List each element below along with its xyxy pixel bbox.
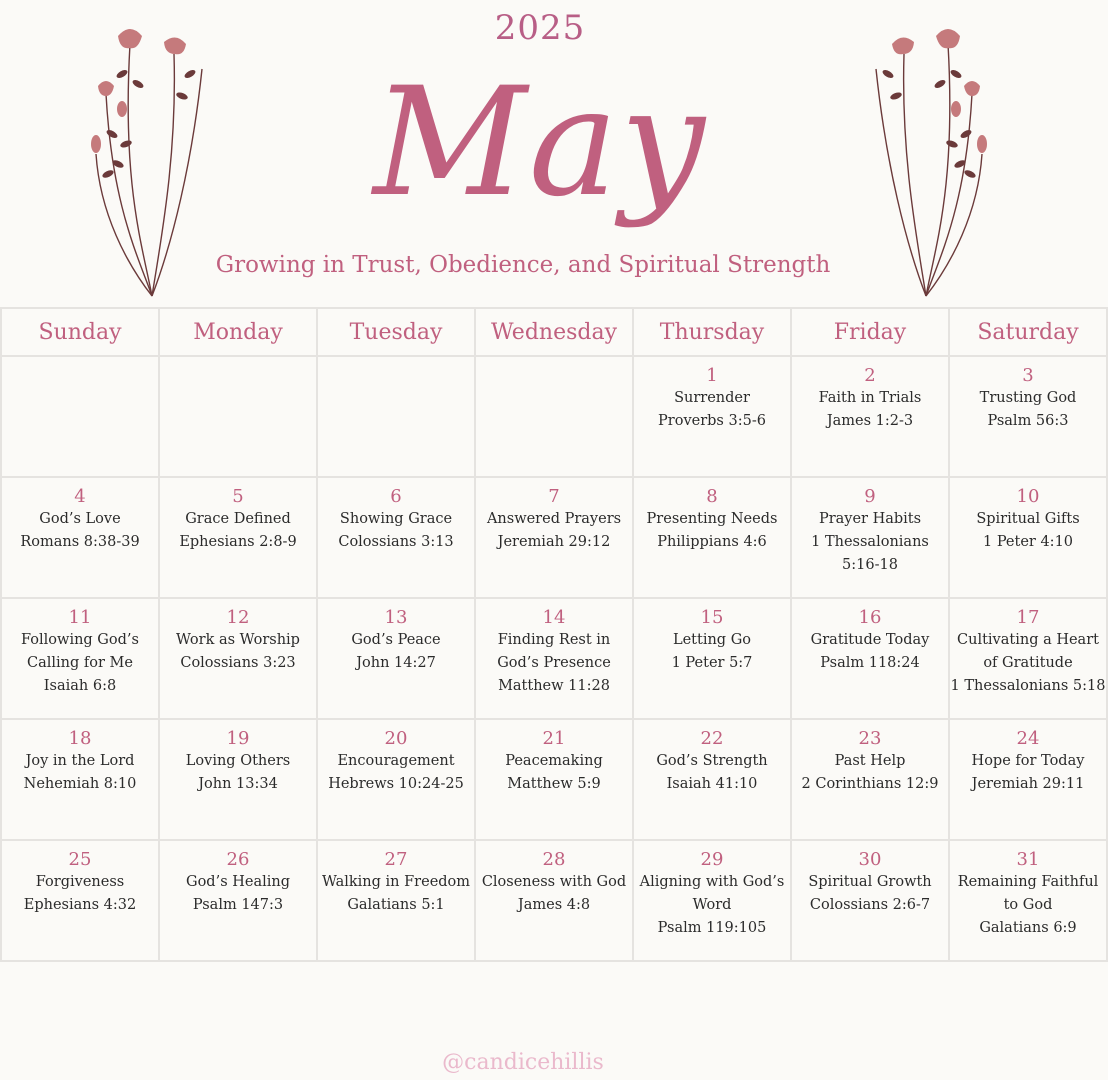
scripture-reference: Nehemiah 8:10 — [23, 776, 137, 792]
day-number: 29 — [700, 849, 724, 870]
day-cell-content — [160, 478, 316, 554]
scripture-reference: James 1:2-3 — [826, 413, 914, 429]
day-theme: God’s Love — [39, 511, 121, 527]
calendar-body — [1, 356, 1107, 961]
day-theme: Closeness with God — [481, 874, 627, 890]
day-cell — [475, 356, 633, 477]
day-cell-content — [160, 599, 316, 675]
author-handle: @candicehillis — [442, 1050, 604, 1075]
day-cell — [791, 598, 949, 719]
day-cell — [949, 477, 1107, 598]
day-cell — [159, 356, 317, 477]
day-cell-content — [476, 357, 632, 365]
day-number: 13 — [384, 607, 408, 628]
day-number: 23 — [858, 728, 882, 749]
day-cell — [949, 719, 1107, 840]
weekday-friday: Friday — [791, 308, 949, 356]
scripture-reference: Isaiah 41:10 — [666, 776, 758, 792]
day-cell — [791, 719, 949, 840]
scripture-reference: Jeremiah 29:11 — [971, 776, 1085, 792]
month-title: May — [373, 56, 707, 230]
day-cell — [475, 598, 633, 719]
day-number: 5 — [232, 486, 244, 507]
day-cell-content — [950, 720, 1106, 796]
weekday-tuesday: Tuesday — [317, 308, 475, 356]
day-number: 4 — [74, 486, 86, 507]
day-cell — [317, 719, 475, 840]
weekday-saturday: Saturday — [949, 308, 1107, 356]
scripture-reference: James 4:8 — [517, 897, 591, 913]
week-row — [1, 356, 1107, 477]
day-theme: Gratitude Today — [810, 632, 930, 648]
week-row — [1, 719, 1107, 840]
day-cell-content — [634, 478, 790, 554]
day-cell — [1, 356, 159, 477]
day-theme: Showing Grace — [339, 511, 453, 527]
day-cell — [317, 356, 475, 477]
day-number: 9 — [864, 486, 876, 507]
day-theme: Joy in the Lord — [25, 753, 135, 769]
weekday-thursday: Thursday — [633, 308, 791, 356]
day-number: 11 — [68, 607, 92, 628]
day-cell-content — [476, 720, 632, 796]
day-cell — [159, 719, 317, 840]
subtitle: Growing in Trust, Obedience, and Spiritual Strength — [215, 252, 831, 278]
day-cell — [1, 719, 159, 840]
day-number: 30 — [858, 849, 882, 870]
day-number: 19 — [226, 728, 250, 749]
day-theme: Encouragement — [337, 753, 455, 769]
scripture-reference: Psalm 118:24 — [820, 655, 920, 671]
calendar-grid — [0, 307, 1108, 962]
day-cell-content — [476, 841, 632, 917]
day-number: 10 — [1016, 486, 1040, 507]
day-theme: Remaining Faithful to God — [957, 874, 1099, 913]
day-number: 31 — [1016, 849, 1040, 870]
day-number: 22 — [700, 728, 724, 749]
day-cell — [159, 598, 317, 719]
day-theme: Surrender — [674, 390, 750, 406]
scripture-reference: Romans 8:38-39 — [20, 534, 140, 550]
day-cell-content — [792, 720, 948, 796]
day-number: 15 — [700, 607, 724, 628]
day-cell — [475, 477, 633, 598]
day-cell-content — [2, 720, 158, 796]
day-theme: Spiritual Growth — [808, 874, 932, 890]
day-number: 2 — [864, 365, 876, 386]
day-cell — [791, 477, 949, 598]
day-cell-content — [2, 841, 158, 917]
day-theme: Grace Defined — [185, 511, 291, 527]
scripture-reference: John 13:34 — [198, 776, 278, 792]
day-theme: Hope for Today — [971, 753, 1085, 769]
day-number: 1 — [706, 365, 718, 386]
day-theme: Letting Go — [672, 632, 752, 648]
day-cell-content — [792, 357, 948, 433]
day-cell-content — [318, 599, 474, 675]
day-theme: Prayer Habits — [818, 511, 922, 527]
week-row — [1, 840, 1107, 961]
day-cell-content — [792, 478, 948, 577]
weekday-header-row — [1, 308, 1107, 356]
scripture-reference: 1 Peter 5:7 — [671, 655, 753, 671]
day-theme: Answered Prayers — [486, 511, 622, 527]
scripture-reference: Ephesians 4:32 — [23, 897, 137, 913]
day-cell-content — [950, 357, 1106, 433]
week-row — [1, 477, 1107, 598]
day-theme: God’s Healing — [185, 874, 291, 890]
day-theme: Trusting God — [979, 390, 1077, 406]
day-cell — [633, 719, 791, 840]
week-row — [1, 598, 1107, 719]
day-number: 20 — [384, 728, 408, 749]
scripture-reference: Jeremiah 29:12 — [497, 534, 611, 550]
day-theme: Spiritual Gifts — [976, 511, 1080, 527]
day-theme: Loving Others — [185, 753, 291, 769]
day-cell — [159, 477, 317, 598]
day-cell-content — [318, 357, 474, 365]
scripture-reference: Psalm 147:3 — [192, 897, 284, 913]
day-cell — [791, 356, 949, 477]
day-number: 26 — [226, 849, 250, 870]
day-cell — [633, 356, 791, 477]
weekday-sunday: Sunday — [1, 308, 159, 356]
day-cell-content — [950, 599, 1106, 698]
day-cell-content — [634, 841, 790, 940]
scripture-reference: Galatians 6:9 — [979, 920, 1077, 936]
scripture-reference: Isaiah 6:8 — [43, 678, 117, 694]
scripture-reference: Philippians 4:6 — [657, 534, 767, 550]
day-cell-content — [950, 841, 1106, 940]
day-cell-content — [634, 720, 790, 796]
weekday-wednesday: Wednesday — [475, 308, 633, 356]
day-cell — [475, 840, 633, 961]
day-cell — [949, 598, 1107, 719]
day-theme: Following God’s Calling for Me — [21, 632, 139, 671]
day-cell — [633, 598, 791, 719]
day-number: 16 — [858, 607, 882, 628]
day-cell — [1, 598, 159, 719]
scripture-reference: John 14:27 — [356, 655, 436, 671]
scripture-reference: 1 Thessalonians 5:18 — [950, 678, 1106, 694]
scripture-reference: Colossians 2:6-7 — [809, 897, 931, 913]
scripture-reference: Colossians 3:23 — [180, 655, 296, 671]
day-number: 27 — [384, 849, 408, 870]
day-cell — [1, 840, 159, 961]
day-cell-content — [634, 599, 790, 675]
day-theme: Past Help — [834, 753, 906, 769]
scripture-reference: 2 Corinthians 12:9 — [801, 776, 939, 792]
day-theme: Peacemaking — [505, 753, 603, 769]
day-cell-content — [160, 841, 316, 917]
scripture-reference: Psalm 56:3 — [987, 413, 1069, 429]
day-theme: Cultivating a Heart of Gratitude — [957, 632, 1099, 671]
day-cell-content — [476, 599, 632, 698]
day-theme: Walking in Freedom — [321, 874, 471, 890]
year-heading: 2025 — [494, 8, 586, 48]
scripture-reference: Psalm 119:105 — [657, 920, 767, 936]
day-cell — [317, 840, 475, 961]
weekday-monday: Monday — [159, 308, 317, 356]
day-cell-content — [318, 478, 474, 554]
day-cell — [317, 598, 475, 719]
scripture-reference: Galatians 5:1 — [347, 897, 445, 913]
day-cell — [949, 356, 1107, 477]
day-theme: Forgiveness — [35, 874, 125, 890]
day-cell — [475, 719, 633, 840]
day-cell-content — [476, 478, 632, 554]
scripture-reference: 1 Peter 4:10 — [982, 534, 1074, 550]
day-cell — [791, 840, 949, 961]
day-number: 8 — [706, 486, 718, 507]
day-number: 7 — [548, 486, 560, 507]
day-cell-content — [950, 478, 1106, 554]
day-cell — [1, 477, 159, 598]
day-cell-content — [2, 478, 158, 554]
day-cell-content — [792, 599, 948, 675]
day-number: 25 — [68, 849, 92, 870]
scripture-reference: Matthew 5:9 — [507, 776, 601, 792]
scripture-reference: Proverbs 3:5-6 — [658, 413, 766, 429]
scripture-reference: Hebrews 10:24-25 — [328, 776, 464, 792]
day-cell — [159, 840, 317, 961]
day-theme: Presenting Needs — [646, 511, 778, 527]
day-theme: Aligning with God’s Word — [639, 874, 785, 913]
scripture-reference: 1 Thessalonians 5:16-18 — [811, 534, 929, 573]
day-number: 28 — [542, 849, 566, 870]
day-number: 21 — [542, 728, 566, 749]
day-cell — [633, 840, 791, 961]
day-theme: Work as Worship — [176, 632, 300, 648]
day-cell-content — [318, 720, 474, 796]
scripture-reference: Colossians 3:13 — [338, 534, 454, 550]
day-number: 14 — [542, 607, 566, 628]
day-cell-content — [792, 841, 948, 917]
day-cell-content — [160, 720, 316, 796]
day-cell — [633, 477, 791, 598]
day-cell-content — [2, 357, 158, 365]
day-cell-content — [2, 599, 158, 698]
day-cell — [949, 840, 1107, 961]
day-cell — [317, 477, 475, 598]
day-theme: God’s Strength — [656, 753, 768, 769]
day-cell-content — [160, 357, 316, 365]
day-cell-content — [634, 357, 790, 433]
day-theme: God’s Peace — [351, 632, 441, 648]
day-number: 17 — [1016, 607, 1040, 628]
scripture-reference: Ephesians 2:8-9 — [179, 534, 297, 550]
day-number: 6 — [390, 486, 402, 507]
day-number: 12 — [226, 607, 250, 628]
day-cell-content — [318, 841, 474, 917]
scripture-reference: Matthew 11:28 — [498, 678, 610, 694]
day-number: 18 — [68, 728, 92, 749]
day-number: 24 — [1016, 728, 1040, 749]
day-theme: Faith in Trials — [818, 390, 922, 406]
day-number: 3 — [1022, 365, 1034, 386]
day-theme: Finding Rest in God’s Presence — [497, 632, 611, 671]
